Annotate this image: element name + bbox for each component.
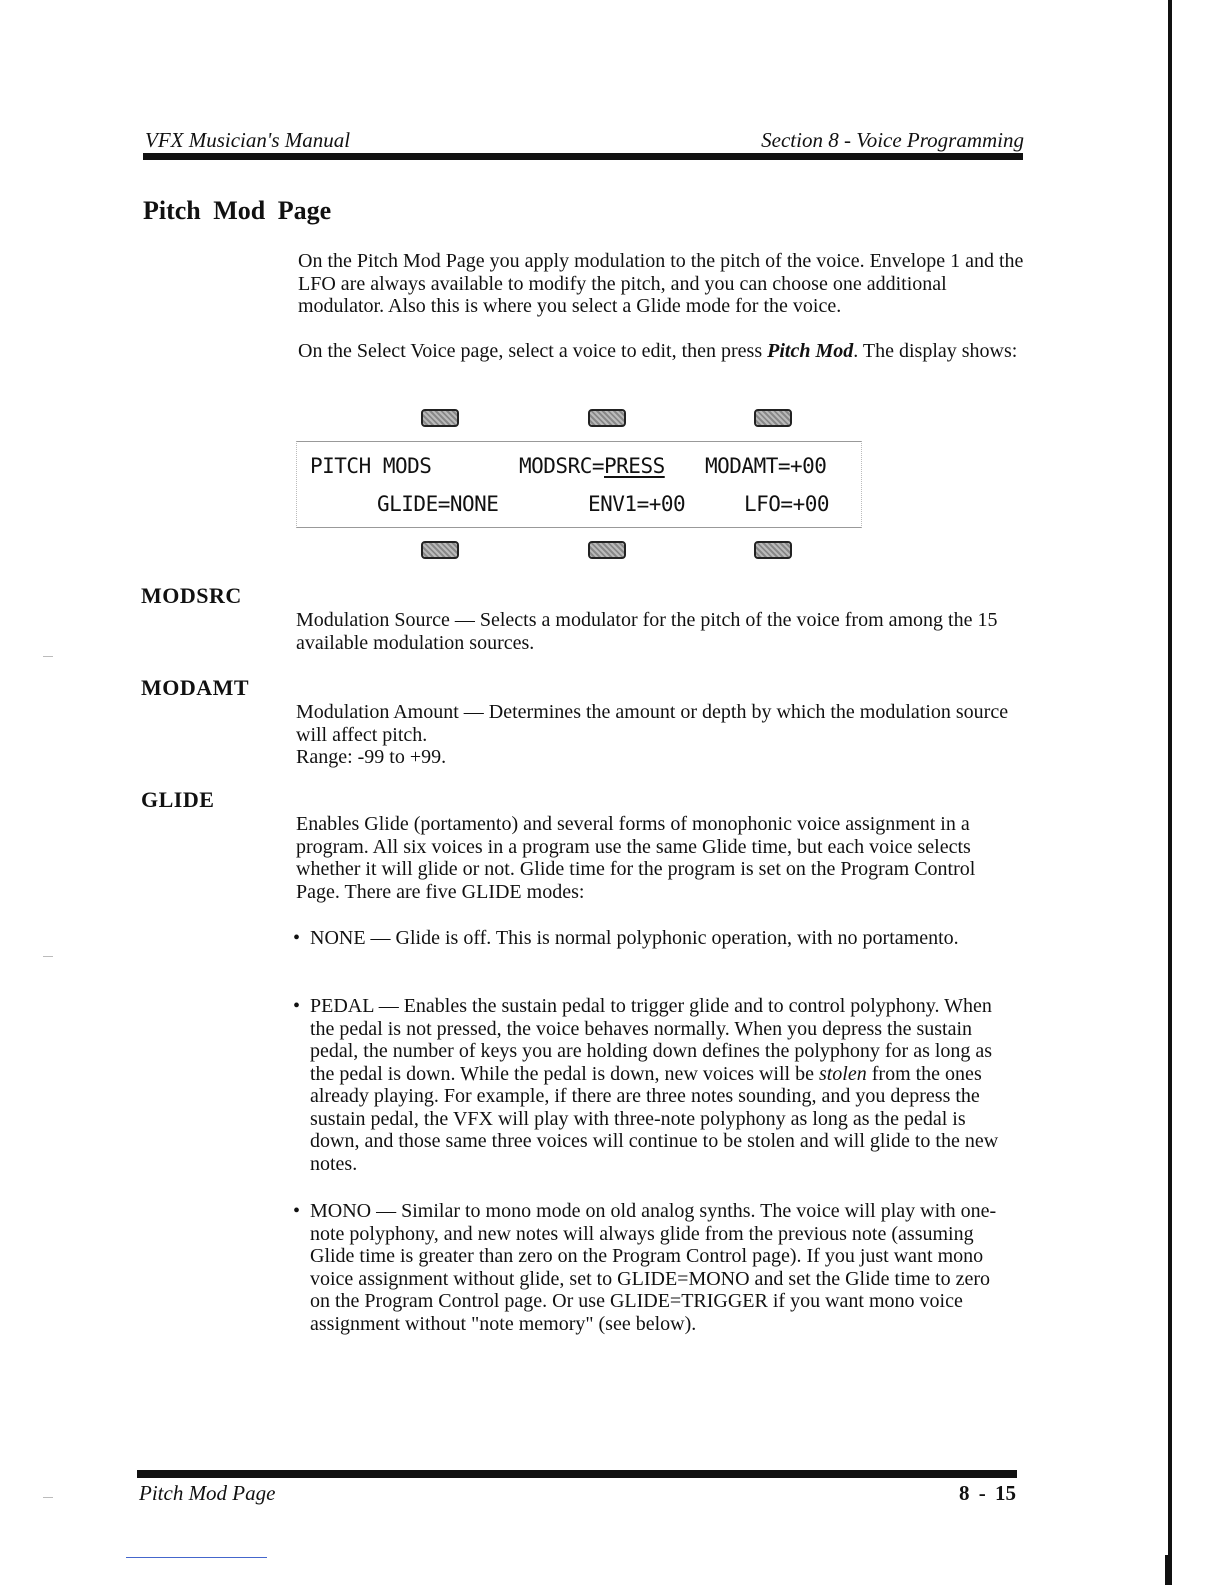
desc-glide: Enables Glide (portamento) and several forms of monophonic voice assignment in a program. All six voices in a program use the same Glide time, but each voice selects whether it will glide or not. Glide time for the program is set on the Program Control Page. There are five GLIDE modes: xyxy=(296,813,976,903)
pedal-text-start: PEDAL — Enables the sustain pedal to trigger glide and to control polyphony. When the pedal is not pressed, the voice behaves normally. When you depress the sustain pedal, the number of keys you are holding down defines the polyphony for as long as the pedal is down. While the pedal is down, new voices will be xyxy=(310,995,993,1085)
intro-text-end: . The display shows: xyxy=(853,340,1018,362)
lcd-modsrc-label: MODSRC= xyxy=(519,454,605,478)
intro-paragraph-1: On the Pitch Mod Page you apply modulation to the pitch of the voice. Envelope 1 and the LFO are always available to modify the pitch, and you can choose one additional modulator. Also this is where you select a Glide mode for the voice. xyxy=(298,250,1024,317)
bullet-mono xyxy=(293,1200,1015,1335)
lcd-modamt: MODAMT=+00 xyxy=(705,454,827,478)
lcd-lfo: LFO=+00 xyxy=(744,492,830,516)
lcd-env1: ENV1=+00 xyxy=(588,492,686,516)
intro-text: On the Select Voice page, select a voice to edit, then press xyxy=(298,340,768,362)
desc-modamt xyxy=(296,701,1024,769)
soft-button-top-center[interactable] xyxy=(588,409,626,427)
bullet-pedal-text xyxy=(293,995,1015,1175)
bullet-marker: • xyxy=(293,1200,301,1222)
lcd-modsrc xyxy=(519,454,665,478)
soft-button-bottom-left[interactable] xyxy=(421,541,459,559)
pedal-italic-word: stolen xyxy=(818,1062,867,1085)
soft-button-bottom-right[interactable] xyxy=(754,541,792,559)
lcd-pitch-mods-title: PITCH MODS xyxy=(310,454,432,478)
page-title: Pitch Mod Page xyxy=(143,196,332,225)
term-modamt: MODAMT xyxy=(141,675,250,700)
lcd-modsrc-value: PRESS xyxy=(604,454,665,478)
desc-modsrc: Modulation Source — Selects a modulator for the pitch of the voice from among the 15 available modulation sources. xyxy=(296,609,998,654)
modamt-range: Range: -99 to +99. xyxy=(296,746,447,768)
lcd-glide: GLIDE=NONE xyxy=(377,492,499,516)
margin-tick xyxy=(43,956,53,957)
running-footer-left: Pitch Mod Page xyxy=(139,1481,276,1505)
term-glide: GLIDE xyxy=(141,787,215,812)
scan-edge-notch xyxy=(1165,1555,1172,1585)
pedal-text-end: from the ones already playing. For example, if there are three notes sounding, and you depress the sustain pedal, the VFX will play with three-note polyphony as long as the pedal is down, and those same three voices will continue to be stolen and will glide to the new notes. xyxy=(310,1062,999,1175)
pitch-mod-key-name: Pitch Mod xyxy=(767,340,854,362)
bullet-none-text: NONE — Glide is off. This is normal polyphonic operation, with no portamento. xyxy=(310,927,959,949)
running-header-left: VFX Musician's Manual xyxy=(145,128,351,152)
header-rule xyxy=(143,153,1023,160)
page-number: 8 - 15 xyxy=(959,1481,1016,1505)
soft-button-top-left[interactable] xyxy=(421,409,459,427)
footer-rule xyxy=(137,1470,1017,1478)
bullet-none xyxy=(293,927,1015,950)
soft-button-top-right[interactable] xyxy=(754,409,792,427)
running-header-right: Section 8 - Voice Programming xyxy=(761,128,1024,152)
scan-blue-line xyxy=(126,1557,267,1558)
margin-tick xyxy=(43,656,53,657)
soft-button-bottom-center[interactable] xyxy=(588,541,626,559)
margin-tick xyxy=(43,1497,53,1498)
bullet-mono-text: MONO — Similar to mono mode on old analog synths. The voice will play with one-note polyphony, and new notes will always glide from the previous note (assuming Glide time is greater than zero on the Program Control page). If you just want mono voice assignment without glide, set to GLIDE=MONO and set the Glide time to zero on the Program Control page. Or use GLIDE=TRIGGER if you want mono voice assignment without "note memory" (see below). xyxy=(310,1200,997,1335)
intro-paragraph-2 xyxy=(298,340,1026,363)
term-modsrc: MODSRC xyxy=(141,583,242,608)
scan-edge-bar xyxy=(1168,0,1172,1584)
desc-modamt-text: Modulation Amount — Determines the amount or depth by which the modulation source will affect pitch. xyxy=(296,701,1009,746)
bullet-pedal xyxy=(293,995,1015,1175)
bullet-marker: • xyxy=(293,995,301,1017)
bullet-marker: • xyxy=(293,927,301,949)
